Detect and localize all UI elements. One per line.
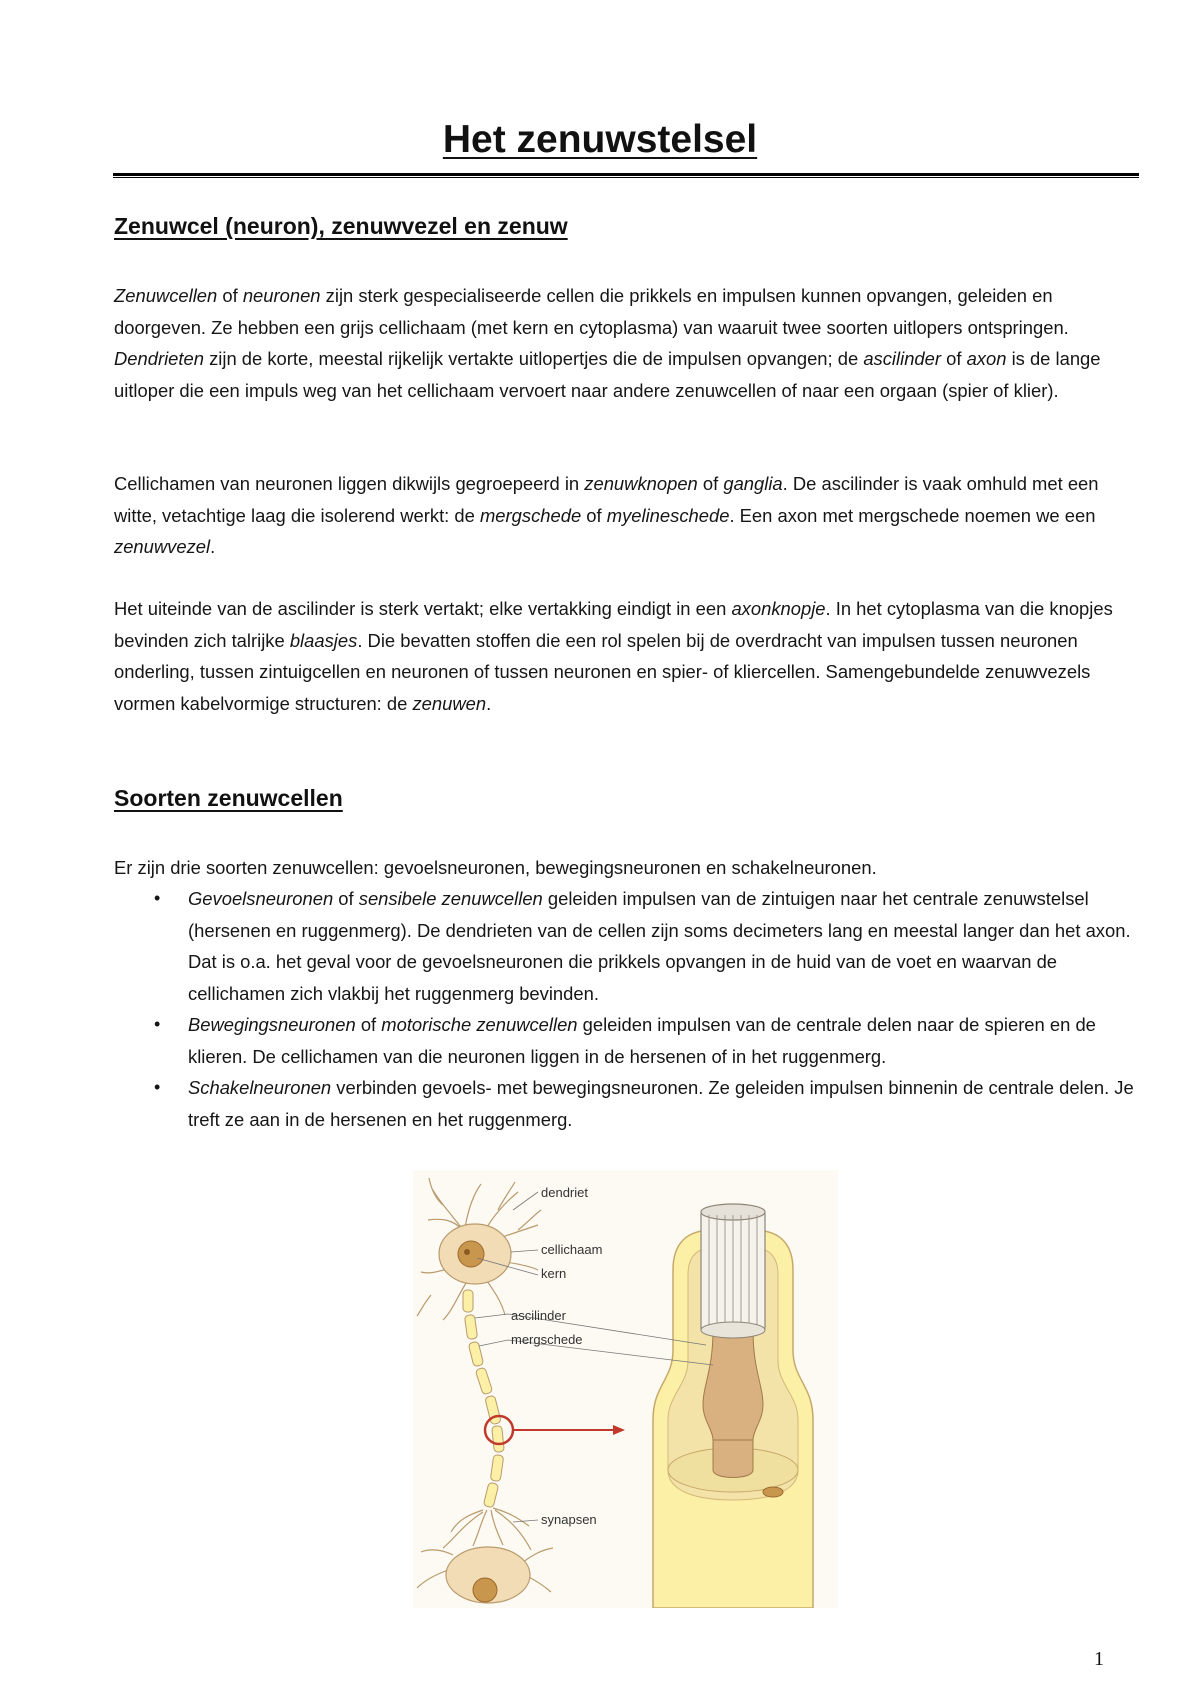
list-item-text: Gevoelsneuronen of sensibele zenuwcellen geleiden impulsen van de zintuigen naar het centrale zenuwstelsel (hersenen en ruggenmerg). De dendrieten van de cellen zijn soms decimeters lang en meestal langer dan het axon. Dat is o.a. het geval voor de gevoelsneuronen die prikkels opvangen in de huid van de voet en waarvan de cellichamen zich vlakbij het ruggenmerg bevinden. (188, 888, 1131, 1004)
list-item-bewegingsneuronen (114, 1009, 1139, 1072)
italic-term: Bewegingsneuronen (188, 1014, 356, 1035)
italic-term: motorische zenuwcellen (381, 1014, 578, 1035)
neuron-diagram (413, 1170, 838, 1608)
list-item-text: Bewegingsneuronen of motorische zenuwcellen geleiden impulsen van de centrale delen naar de spieren en de klieren. De cellichamen van die neuronen liggen in de hersenen of in het ruggenmerg. (188, 1014, 1096, 1067)
fiber-cut (701, 1322, 765, 1338)
italic-term: Gevoelsneuronen (188, 888, 334, 909)
label-cellichaam: cellichaam (541, 1242, 603, 1257)
italic-term: Schakelneuronen (188, 1077, 332, 1098)
label-dendriet: dendriet (541, 1185, 588, 1200)
label-synapsen: synapsen (541, 1512, 597, 1527)
section-heading-neuron: Zenuwcel (neuron), zenuwvezel en zenuw (114, 213, 568, 239)
schwann-nucleus (763, 1487, 783, 1497)
paragraph-types-intro: Er zijn drie soorten zenuwcellen: gevoelsneuronen, bewegingsneuronen en schakelneuronen. (114, 857, 877, 878)
bullet-icon: • (154, 888, 161, 908)
italic-term: neuronen (242, 285, 321, 306)
italic-term: axonknopje (731, 598, 826, 619)
italic-term: sensibele zenuwcellen (358, 888, 543, 909)
italic-term: zenuwen (412, 692, 487, 714)
paragraph-ganglia: Cellichamen van neuronen liggen dikwijls gegroepeerd in zenuwknopen of ganglia. De ascilinder is vaak omhuld met een witte, vetachtige laag die isolerend werkt: de mergschede of myelineschede. Een axon met mergschede noemen we een zenuwvezel. (114, 473, 1099, 557)
italic-term: Dendrieten (114, 348, 204, 369)
nucleolus (464, 1249, 470, 1255)
list-item-text: Schakelneuronen verbinden gevoels- met bewegingsneuronen. Ze geleiden impulsen binnenin de centrale delen. Je treft ze aan in de hersenen en het ruggenmerg. (188, 1077, 1134, 1130)
bullet-icon: • (154, 1077, 161, 1097)
page-number: 1 (1094, 1648, 1104, 1670)
italic-term: Zenuwcellen (114, 285, 218, 306)
italic-term: blaasjes (289, 629, 358, 651)
label-ascilinder: ascilinder (511, 1308, 566, 1323)
neuron-figure (413, 1170, 838, 1608)
italic-term: zenuwknopen (584, 473, 698, 494)
italic-term: ganglia (723, 473, 783, 494)
nucleus (458, 1241, 484, 1267)
neuron-types-list (114, 883, 1139, 1135)
italic-term: myelineschede (606, 504, 730, 526)
bullet-icon: • (154, 1014, 161, 1034)
title-divider (113, 173, 1139, 178)
zoom-arrow-head (613, 1425, 625, 1435)
page-title: Het zenuwstelsel (442, 118, 758, 161)
label-mergschede: mergschede (511, 1332, 583, 1347)
italic-term: ascilinder (863, 348, 941, 369)
axon-fiber (463, 1290, 504, 1508)
list-item-gevoelsneuronen (114, 883, 1139, 1009)
italic-term: axon (966, 348, 1007, 369)
list-item-schakelneuronen (114, 1072, 1139, 1135)
label-kern: kern (541, 1266, 567, 1281)
italic-term: mergschede (479, 504, 582, 526)
paragraph-axon-terminals: Het uiteinde van de ascilinder is sterk vertakt; elke vertakking eindigt in een axonknopje. In het cytoplasma van die knopjes bevinden zich talrijke blaasjes. Die bevatten stoffen die een rol spelen bij de overdracht van impulsen tussen neuronen onderling, tussen zintuigcellen en neuronen of tussen neuronen en spier- of kliercellen. Samengebundelde zenuwvezels vormen kabelvormige structuren: de zenuwen. (114, 598, 1113, 714)
italic-term: zenuwvezel (114, 536, 211, 557)
lower-nucleus (473, 1578, 497, 1602)
paragraph-neuron-intro: Zenuwcellen of neuronen zijn sterk gespecialiseerde cellen die prikkels en impulsen kunnen opvangen, geleiden en doorgeven. Ze hebben een grijs cellichaam (met kern en cytoplasma) van waaruit twee soorten uitlopers ontspringen. Dendrieten zijn de korte, meestal rijkelijk vertakte uitlopertjes die de impulsen opvangen; de ascilinder of axon is de lange uitloper die een impuls weg van het cellichaam vervoert naar andere zenuwcellen of naar een orgaan (spier of klier). (114, 285, 1101, 401)
axon-bulge (703, 1330, 763, 1440)
section-heading-neuron-types: Soorten zenuwcellen (114, 785, 343, 811)
fiber-cross-section (653, 1204, 813, 1608)
